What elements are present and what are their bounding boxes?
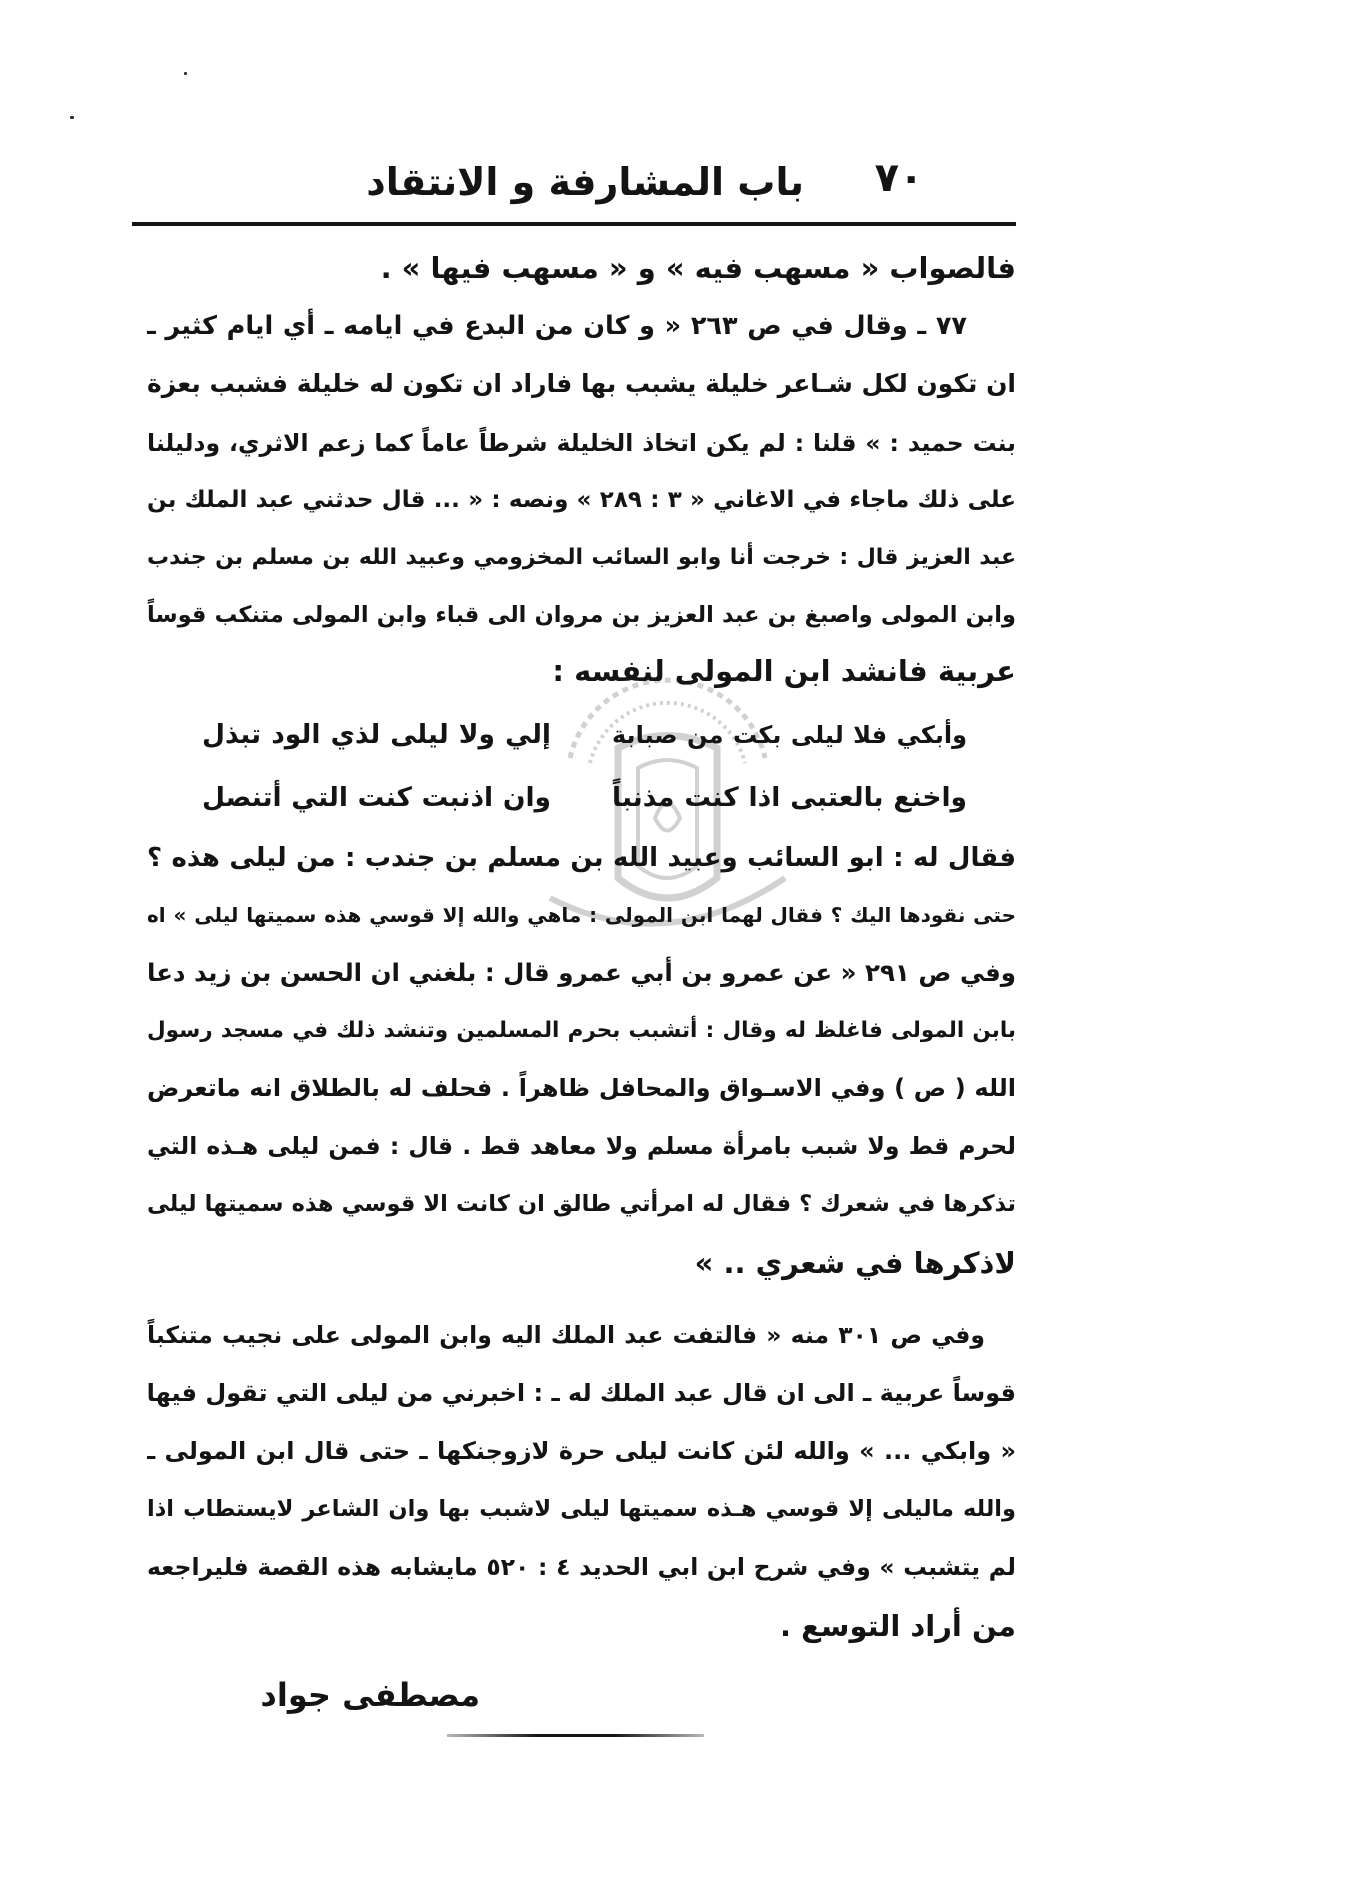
text-line: وابن المولى واصبغ بن عبد العزيز بن مروان الى قباء وابن المولى متنكب قوساً [147,602,1016,628]
verse-first-hemistich: واخنع بالعتبى اذا كنت مذنباً [612,782,967,813]
text-line: وفي ص ٣٠١ منه « فالتفت عبد الملك اليه وابن المولى على نجيب متنكباً [147,1321,985,1349]
verse-second-hemistich: إلي ولا ليلى لذي الود تبذل [202,719,551,750]
closing-rule [447,1734,704,1737]
text-line: ان تكون لكل شـاعر خليلة يشبب بها فاراد ان تكون له خليلة فشبب بعزة [147,369,1016,398]
text-line: عربية فانشد ابن المولى لنفسه : [552,654,1016,688]
text-line: ٧٧ ـ وقال في ص ٢٦٣ « و كان من البدع في ايامه ـ أي ايام كثير ـ [147,311,967,341]
page-number: ٧٠ [874,155,924,201]
text-line: لحرم قط ولا شبب بامرأة مسلم ولا معاهد قط . قال : فمن ليلى هـذه التي [147,1132,1016,1160]
text-line: الله ( ص ) وفي الاسـواق والمحافل ظاهراً . فحلف له بالطلاق انه ماتعرض [147,1074,1016,1102]
text-line: بابن المولى فاغلظ له وقال : أتشبب بحرم المسلمين وتنشد ذلك في مسجد رسول [147,1018,1016,1043]
text-line: عبد العزيز قال : خرجت أنا وابو السائب المخزومي وعبيد الله بن مسلم بن جندب [147,545,1016,570]
text-line: فقال له : ابو السائب وعبيد الله بن مسلم بن جندب : من ليلى هذه ؟ [147,843,1016,873]
text-line: قوساً عربية ـ الى ان قال عبد الملك له ـ : اخبرني من ليلى التي تقول فيها [147,1379,1016,1407]
text-line: بنت حميد : » قلنا : لم يكن اتخاذ الخليلة شرطاً عاماً كما زعم الاثري، ودليلنا [147,429,1016,457]
scan-speck [184,72,187,75]
text-line: فالصواب « مسهب فيه » و « مسهب فيها » . [380,251,1016,285]
text-line: لم يتشبب » وفي شرح ابن ابي الحديد ٤ : ٥٢٠ مايشابه هذه القصة فليراجعه [147,1553,1016,1581]
text-line: من أراد التوسع . [780,1609,1016,1643]
text-line: لاذكرها في شعري .. » [694,1246,1016,1280]
scan-speck [70,116,74,119]
verse-second-hemistich: وان اذنبت كنت التي أتنصل [202,782,551,813]
author-signature: مصطفى جواد [260,1676,480,1714]
text-line: « وابكي ... » والله لئن كانت ليلى حرة لازوجنكها ـ حتى قال ابن المولى ـ [147,1437,1016,1465]
verse-first-hemistich: وأبكي فلا ليلى بكت من صبابة [612,721,967,749]
header-rule [132,222,1016,226]
running-header-title: باب المشارفة و الانتقاد [366,160,804,204]
text-line: والله ماليلى إلا قوسي هـذه سميتها ليلى لاشبب بها وان الشاعر لايستطاب اذا [147,1496,1016,1522]
text-line: وفي ص ٢٩١ « عن عمرو بن أبي عمرو قال : بلغني ان الحسن بن زيد دعا [147,958,1016,987]
text-line: على ذلك ماجاء في الاغاني « ٣ : ٢٨٩ » ونصه : « ... قال حدثني عبد الملك بن [147,487,1016,513]
text-line: حتى نقودها اليك ؟ فقال لهما ابن المولى : ماهي والله إلا قوسي هذه سميتها ليلى » اه [147,903,1016,927]
text-line: تذكرها في شعرك ؟ فقال له امرأتي طالق ان كانت الا قوسي هذه سميتها ليلى [147,1191,1016,1217]
